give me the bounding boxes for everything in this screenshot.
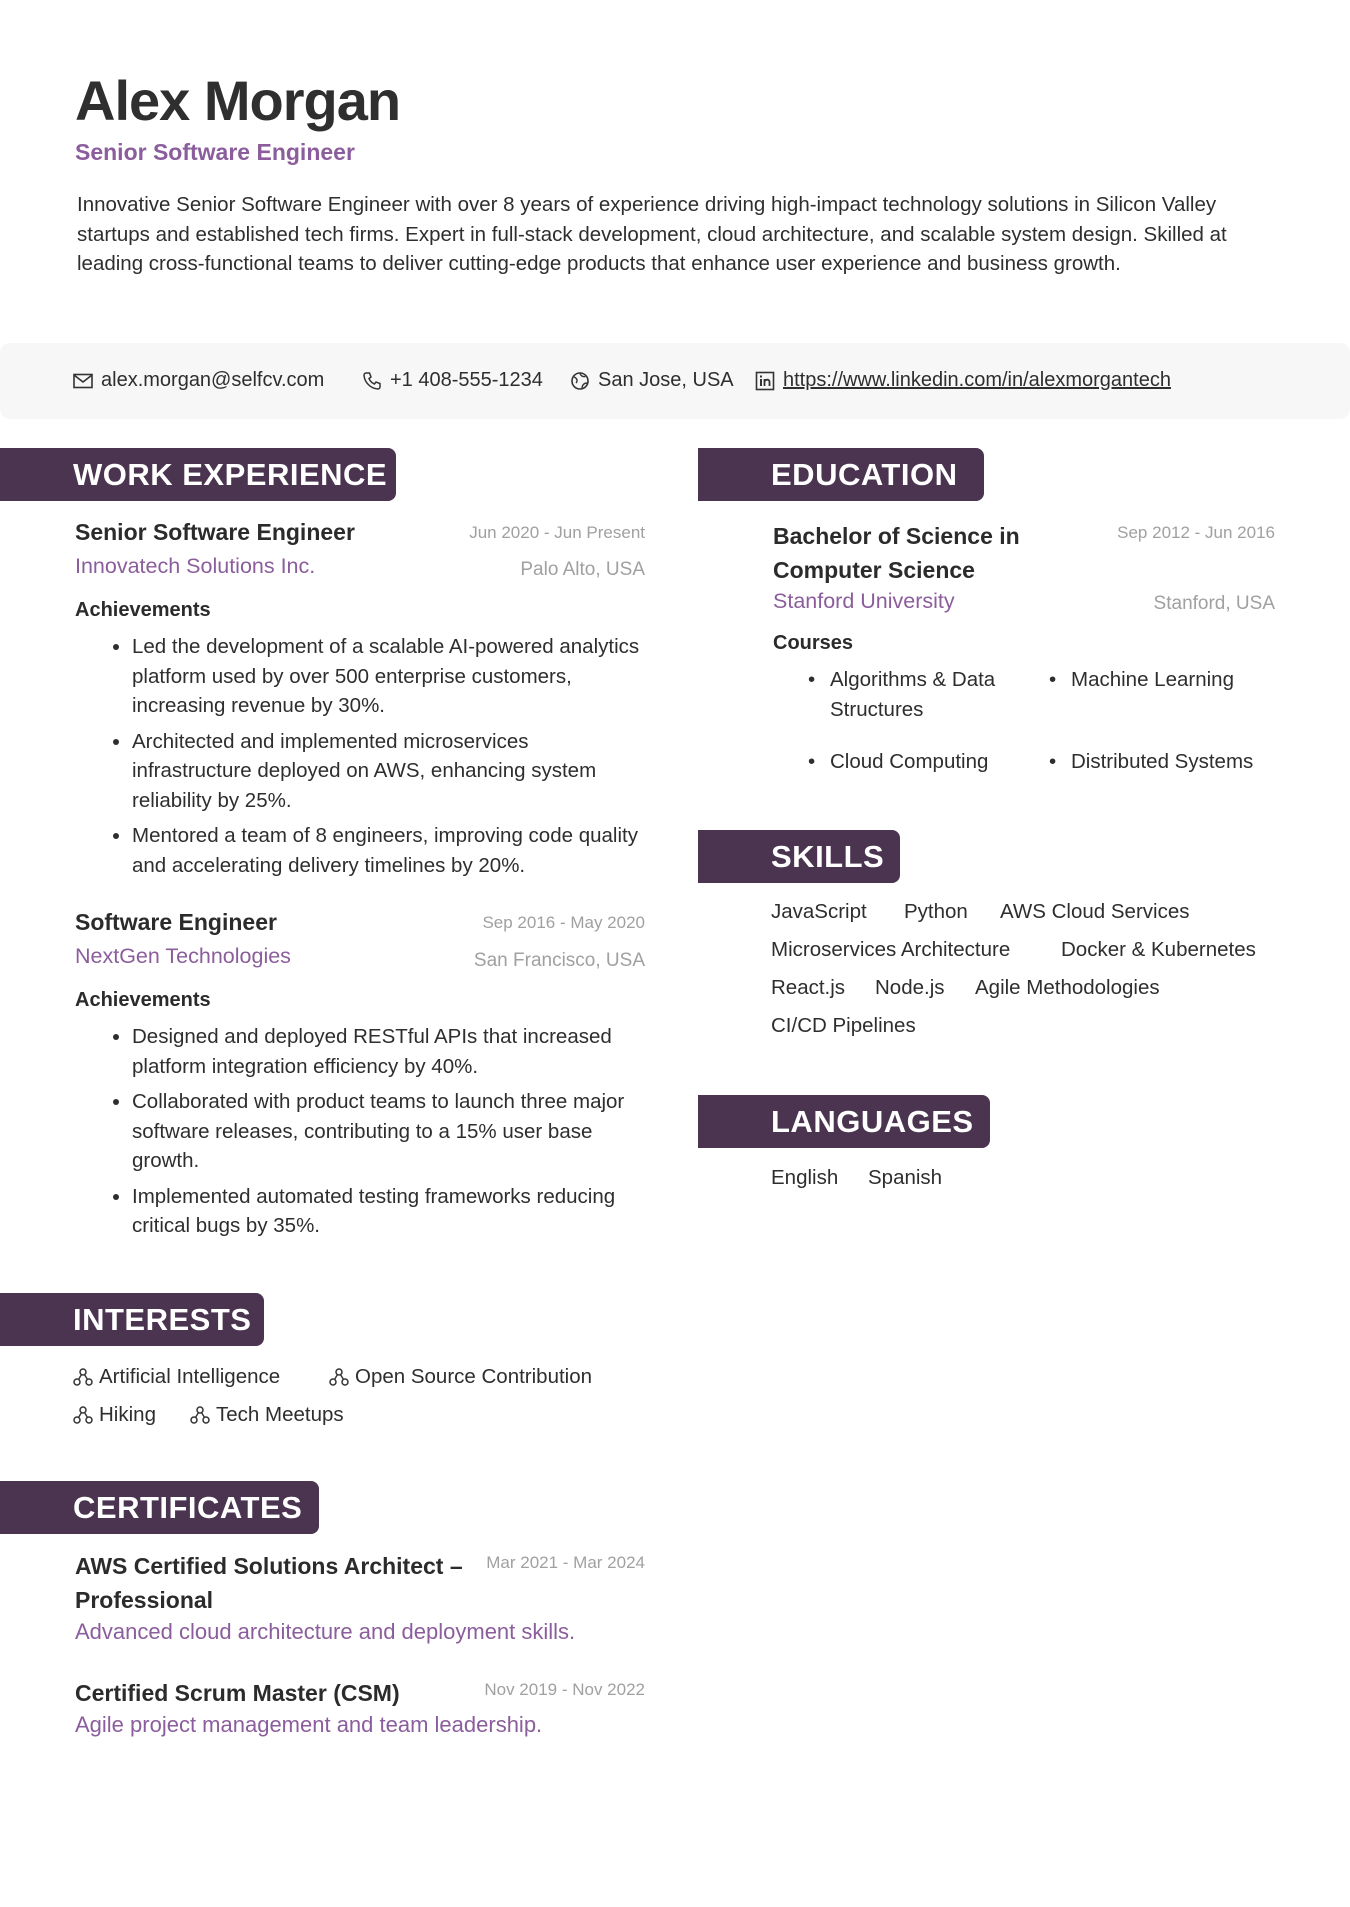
certificates-heading: CERTIFICATES [0, 1481, 319, 1534]
interest-label: Hiking [99, 1403, 156, 1426]
interest-label: Artificial Intelligence [99, 1365, 281, 1388]
job-location: San Francisco, USA [473, 950, 645, 971]
achievement-item: • Led the development of a scalable AI-powered analytics platform used by over 500 enterprise customers, increasing revenue by 30%. [132, 632, 645, 721]
interest-label: Tech Meetups [216, 1403, 344, 1426]
achievement-item: • Implemented automated testing frameworks reducing critical bugs by 35%. [132, 1182, 645, 1241]
skill-tag: React.js [771, 976, 846, 999]
job-dates: Jun 2020 - Jun Present [469, 523, 645, 542]
contact-location [570, 369, 734, 392]
courses-label: Courses [773, 632, 854, 654]
education-dates: Sep 2012 - Jun 2016 [1117, 523, 1275, 542]
candidate-name: Alex Morgan [75, 69, 401, 132]
contact-linkedin[interactable] [755, 369, 1171, 392]
interest-icon [73, 1368, 93, 1386]
degree-title: Bachelor of Science in Computer Science [773, 523, 1020, 583]
job-entry [75, 909, 645, 1247]
certificate-entry [75, 1549, 645, 1645]
skill-tag: CI/CD Pipelines [771, 1014, 916, 1037]
skill-tag: JavaScript [771, 900, 867, 923]
certificate-entry [75, 1676, 645, 1738]
contact-email-text: alex.morgan@selfcv.com [101, 369, 325, 391]
skill-tag: Docker & Kubernetes [1061, 938, 1256, 961]
envelope-icon [73, 373, 93, 389]
linkedin-link[interactable]: https://www.linkedin.com/in/alexmorgantech [783, 369, 1171, 391]
achievements-list [75, 1022, 645, 1241]
job-dates: Sep 2016 - May 2020 [482, 913, 645, 932]
certificate-dates: Mar 2021 - Mar 2024 [486, 1553, 645, 1572]
contact-phone[interactable] [362, 369, 543, 392]
education-entry [773, 519, 1275, 655]
achievement-item: • Mentored a team of 8 engineers, improving code quality and accelerating delivery timelines by 20%. [132, 821, 645, 880]
job-company: NextGen Technologies [75, 944, 291, 968]
linkedin-icon [755, 371, 775, 391]
certificate-dates: Nov 2019 - Nov 2022 [484, 1680, 645, 1699]
achievement-item: • Architected and implemented microservices infrastructure deployed on AWS, enhancing system reliability by 25%. [132, 727, 645, 816]
work-experience-heading: WORK EXPERIENCE [0, 448, 396, 501]
certificate-title: Certified Scrum Master (CSM) [75, 1680, 400, 1706]
achievements-list [75, 632, 645, 880]
interest-icon [329, 1368, 349, 1386]
globe-icon [570, 371, 590, 391]
phone-icon [362, 371, 382, 391]
course-item: • Machine Learning [1071, 665, 1281, 695]
interests-heading: INTERESTS [0, 1293, 264, 1346]
interest-item [73, 1365, 280, 1389]
achievements-label: Achievements [75, 599, 211, 621]
certificate-description: Agile project management and team leadership. [75, 1712, 543, 1737]
interest-item [190, 1403, 344, 1427]
school-name: Stanford University [773, 589, 955, 613]
interest-icon [73, 1406, 93, 1424]
education-heading: EDUCATION [698, 448, 984, 501]
contact-phone-text: +1 408-555-1234 [390, 369, 543, 391]
interest-item [329, 1365, 592, 1389]
achievements-label: Achievements [75, 989, 211, 1011]
profile-summary: Innovative Senior Software Engineer with over 8 years of experience driving high-impact technology solutions in Silicon Valley startups and established tech firms. Expert in full-stack development, cloud architecture, and scalable system design. Skilled at leading cross-functional teams to deliver cutting-edge products that enhance user experience and business growth. [77, 193, 1227, 275]
skills-heading: SKILLS [698, 830, 900, 883]
course-item: • Algorithms & Data Structures [830, 665, 1040, 724]
language-tag: English [771, 1166, 839, 1189]
job-entry [75, 519, 645, 886]
contact-location-text: San Jose, USA [598, 369, 734, 391]
interest-icon [190, 1406, 210, 1424]
language-tag: Spanish [868, 1166, 943, 1189]
skill-tag: Agile Methodologies [975, 976, 1160, 999]
job-title: Senior Software Engineer [75, 519, 355, 545]
achievement-item: • Designed and deployed RESTful APIs that increased platform integration efficiency by 40%. [132, 1022, 645, 1081]
skill-tag: Microservices Architecture [771, 938, 1011, 961]
candidate-title: Senior Software Engineer [75, 139, 355, 165]
contact-bar [0, 343, 1350, 419]
languages-heading: LANGUAGES [698, 1095, 990, 1148]
skill-tag: Node.js [875, 976, 945, 999]
school-location: Stanford, USA [1153, 593, 1275, 614]
interest-label: Open Source Contribution [355, 1365, 593, 1388]
certificate-description: Advanced cloud architecture and deployment skills. [75, 1619, 576, 1644]
contact-email[interactable] [73, 369, 324, 392]
achievement-item: • Collaborated with product teams to launch three major software releases, contributing to a 15% user base growth. [132, 1087, 645, 1176]
course-item: • Cloud Computing [830, 747, 1040, 777]
job-location: Palo Alto, USA [520, 559, 645, 580]
interest-item [73, 1403, 156, 1427]
skill-tag: AWS Cloud Services [1000, 900, 1190, 923]
certificate-title: AWS Certified Solutions Architect – Professional [75, 1553, 463, 1613]
course-item: • Distributed Systems [1071, 747, 1281, 777]
job-company: Innovatech Solutions Inc. [75, 554, 316, 578]
job-title: Software Engineer [75, 909, 277, 935]
skill-tag: Python [904, 900, 968, 923]
